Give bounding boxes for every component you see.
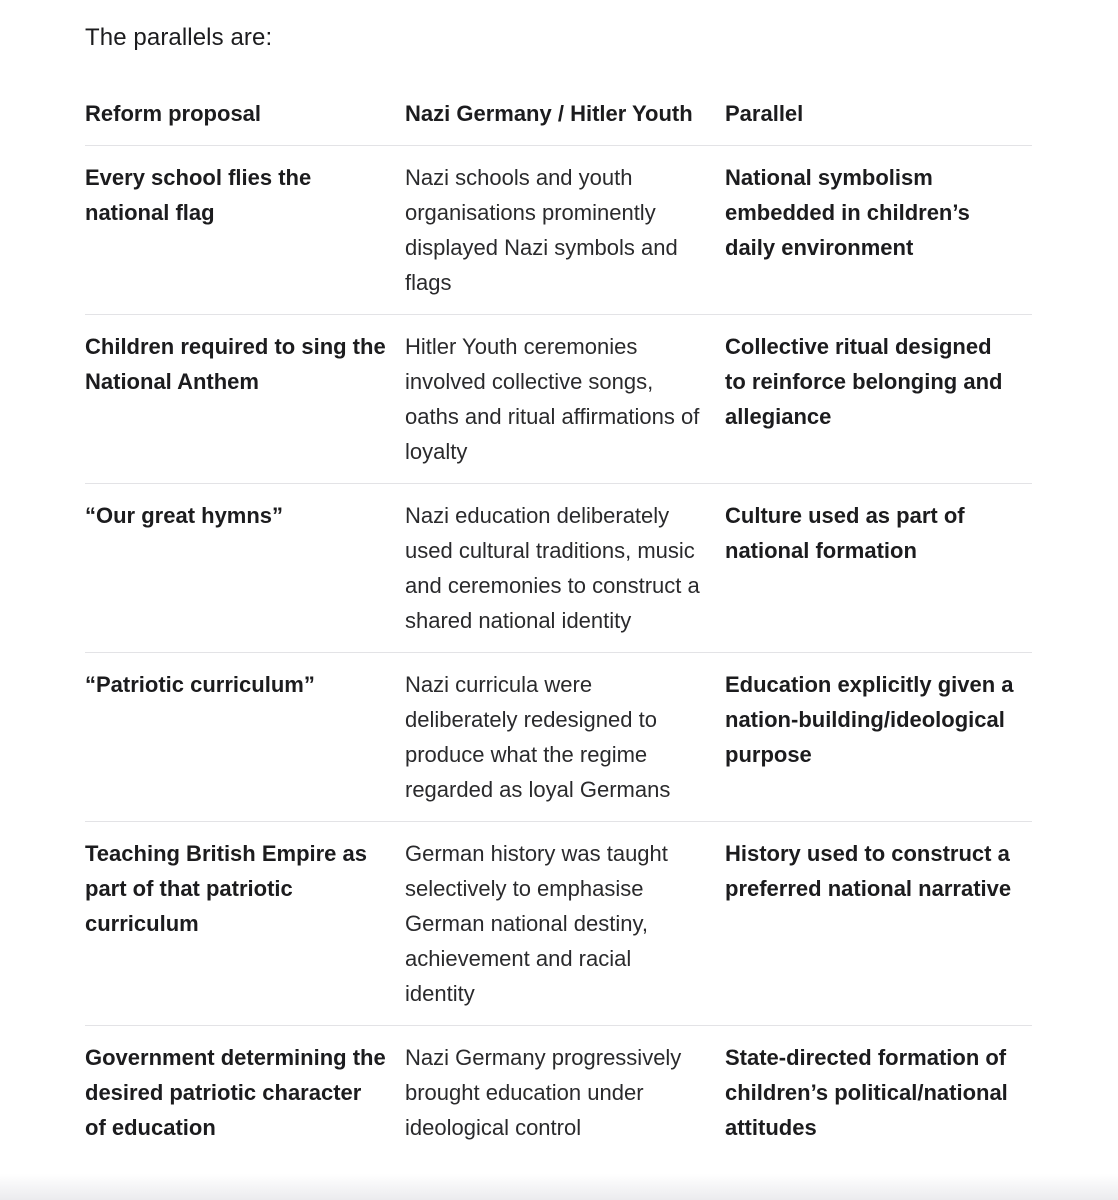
reform-proposal-cell: Teaching British Empire as part of that patriotic curriculum [85,822,405,1026]
table-row [85,822,1032,1026]
parallel-cell: History used to construct a preferred national narrative [725,822,1032,1026]
table-row [85,146,1032,315]
column-header-reform-proposal: Reform proposal [85,92,405,146]
reform-proposal-cell: Every school flies the national flag [85,146,405,315]
table-row [85,484,1032,653]
parallel-cell: Collective ritual designed to reinforce belonging and allegiance [725,315,1032,484]
reform-proposal-cell: “Our great hymns” [85,484,405,653]
bottom-edge-shadow [0,1174,1118,1200]
intro-text: The parallels are: [85,24,273,51]
table-row [85,1026,1032,1160]
table-row [85,315,1032,484]
nazi-germany-cell: Nazi education deliberately used cultural traditions, music and ceremonies to construct a shared national identity [405,484,725,653]
parallels-table [85,92,1032,1159]
parallel-cell: National symbolism embedded in children’s daily environment [725,146,1032,315]
reform-proposal-cell: Government determining the desired patriotic character of education [85,1045,386,1140]
column-header-nazi-germany: Nazi Germany / Hitler Youth [405,92,725,146]
nazi-germany-cell: Nazi schools and youth organisations prominently displayed Nazi symbols and flags [405,146,725,315]
reform-proposal-cell: Children required to sing the National Anthem [85,315,405,484]
parallel-cell: Education explicitly given a nation-building/ideological purpose [725,653,1032,822]
parallel-cell: State-directed formation of children’s political/national attitudes [725,1045,1008,1140]
table-row [85,653,1032,822]
column-header-parallel: Parallel [725,92,1032,146]
nazi-germany-cell: German history was taught selectively to emphasise German national destiny, achievement and racial identity [405,822,725,1026]
nazi-germany-cell: Nazi Germany progressively brought education under ideological control [405,1045,682,1140]
nazi-germany-cell: Nazi curricula were deliberately redesigned to produce what the regime regarded as loyal Germans [405,653,725,822]
reform-proposal-cell: “Patriotic curriculum” [85,653,405,822]
nazi-germany-cell: Hitler Youth ceremonies involved collective songs, oaths and ritual affirmations of loyalty [405,315,725,484]
table-header-row [85,92,1032,146]
parallel-cell: Culture used as part of national formation [725,484,1032,653]
